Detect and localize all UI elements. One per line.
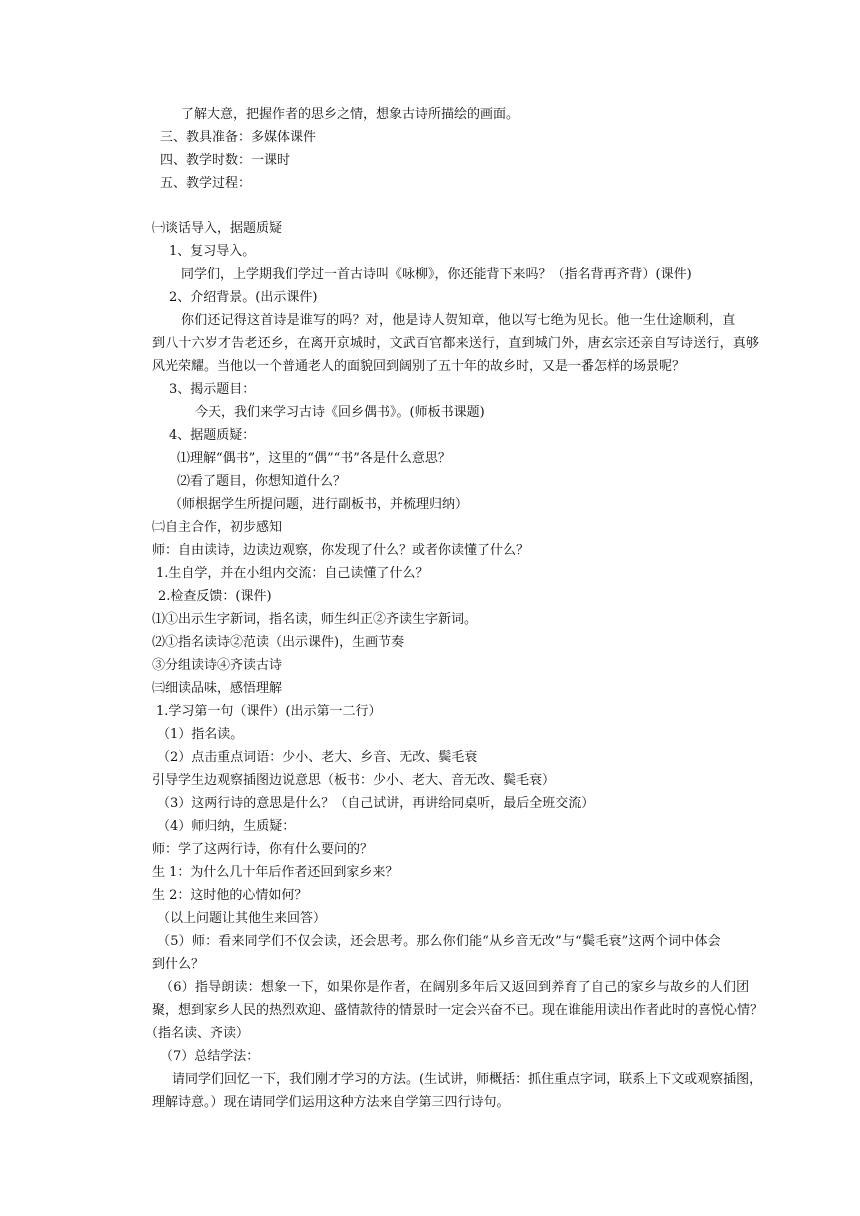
text-line: ③分组读诗④齐读古诗 — [152, 658, 283, 673]
text-line: （7）总结学法： — [160, 1049, 260, 1064]
text-line: ⑴①出示生字新词，指名读，师生纠正②齐读生字新词。 — [152, 612, 478, 627]
text-line: 聚，想到家乡人民的热烈欢迎、盛情款待的情景时一定会兴奋不已。现在谁能用读出作者此时的喜悦心情？ — [152, 1003, 764, 1018]
text-line: 师：自由读诗，边读边观察，你发现了什么？或者你读懂了什么？ — [152, 543, 530, 558]
section-heading: ㈡自主合作，初步感知 — [152, 520, 283, 535]
section-heading: ㈠谈话导入，据题质疑 — [152, 221, 283, 236]
text-line: 到八十六岁才告老还乡，在离开京城时，文武百官都来送行，直到城门外，唐玄宗还亲自写诗送行，真够 — [152, 336, 760, 351]
text-line: （师根据学生所提问题，进行副板书，并梳理归纳） — [169, 497, 469, 512]
text-line: （以上问题让其他生来回答） — [157, 911, 327, 926]
text-line: 1.生自学，并在小组内交流：自己读懂了什么？ — [156, 566, 429, 581]
text-line: 理解诗意。）现在请同学们运用这种方法来自学第三四行诗句。 — [152, 1095, 510, 1110]
text-line: （2）点击重点词语：少小、老大、乡音、无改、鬓毛衰 — [157, 750, 478, 765]
section-heading: ㈢细读品味，感悟理解 — [152, 681, 283, 696]
text-line: 1.学习第一句（课件）(出示第一二行） — [156, 704, 382, 719]
text-line: 1、复习导入。 — [169, 244, 256, 259]
text-line: 生 1：为什么几十年后作者还回到家乡来？ — [152, 865, 399, 880]
text-line: 到什么？ — [152, 957, 205, 972]
text-line: 了解大意，把握作者的思乡之情，想象古诗所描绘的画面。 — [181, 107, 520, 122]
text-line: 同学们，上学期我们学过一首古诗叫《咏柳》，你还能背下来吗？（指名背再齐背）(课件) — [181, 267, 692, 282]
text-line: 你们还记得这首诗是谁写的吗？对，他是诗人贺知章，他以写七绝为见长。他一生仕途顺利，直 — [181, 313, 736, 328]
text-line: 四、教学时数：一课时 — [160, 153, 291, 168]
text-line: 4、据题质疑： — [169, 428, 256, 443]
text-line: 2.检查反馈：(课件) — [158, 589, 272, 604]
text-line: ⑴理解“偶书”，这里的“偶”“书”各是什么意思？ — [177, 451, 451, 466]
text-line: 三、教具准备：多媒体课件 — [160, 130, 317, 145]
text-line: 师：学了这两行诗，你有什么要问的？ — [152, 842, 374, 857]
text-line: 引导学生边观察插图边说意思（板书：少小、老大、音无改、鬓毛衰） — [152, 773, 556, 788]
text-line: （1）指名读。 — [157, 727, 244, 742]
text-line: 今天，我们来学习古诗《回乡偶书》。(师板书课题) — [195, 405, 485, 420]
text-line: （6）指导朗读：想象一下，如果你是作者，在阔别多年后又返回到养育了自己的家乡与故乡的人们团 — [160, 980, 750, 995]
text-line: 请同学们回忆一下，我们刚才学习的方法。(生试讲，师概括：抓住重点字词，联系上下文或观察插图， — [172, 1072, 763, 1087]
text-line: 3、揭示题目： — [169, 382, 256, 397]
text-line: 生 2：这时他的心情如何？ — [152, 888, 308, 903]
text-line: 五、教学过程： — [160, 176, 252, 191]
text-line: （3）这两行诗的意思是什么？（自己试讲，再讲给同桌听，最后全班交流） — [157, 796, 595, 811]
text-line: （5）师：看来同学们不仅会读，还会思考。那么你们能“从乡音无改”与“鬓毛衰”这两个词中体会 — [157, 934, 721, 949]
text-line: （4）师归纳，生质疑： — [157, 819, 296, 834]
text-line: ⑵①指名读诗②范读（出示课件)，生画节奏 — [152, 635, 405, 650]
text-line: 风光荣耀。当他以一个普通老人的面貌回到阔别了五十年的故乡时，又是一番怎样的场景呢？ — [152, 359, 686, 374]
text-line: （指名读、齐读） — [145, 1026, 250, 1041]
text-line: ⑵看了题目，你想知道什么？ — [177, 474, 347, 489]
text-line: 2、介绍背景。(出示课件) — [169, 290, 318, 305]
